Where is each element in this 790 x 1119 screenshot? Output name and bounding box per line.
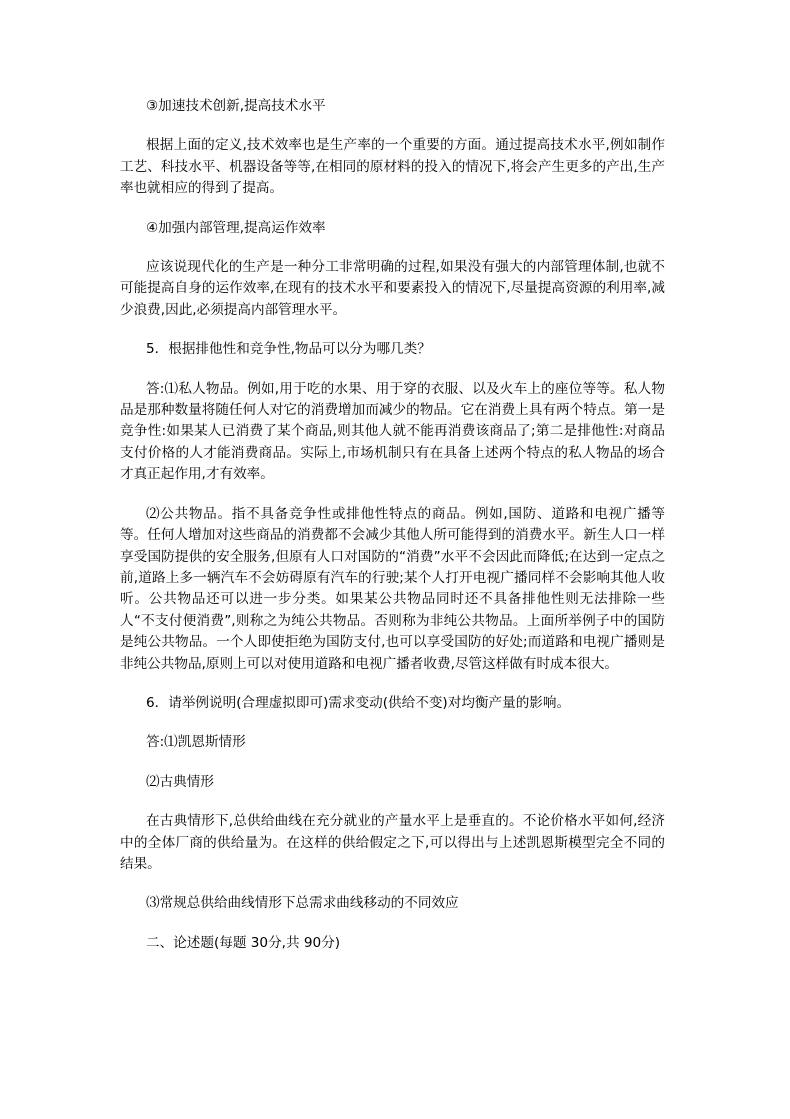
document-body xyxy=(120,96,665,954)
heading-internal-management: ④加强内部管理,提高运作效率 xyxy=(146,219,326,236)
heading-classical-case: ⑵古典情形 xyxy=(146,773,214,790)
paragraph-classical-case: 在古典情形下,总供给曲线在充分就业的产量水平上是垂直的。不论价格水平如何,经济中的全体厂商的供给量为。在这样的供给假定之下,可以得出与上述凯恩斯模型完全不同的结果。 xyxy=(120,813,665,872)
paragraph-technical-efficiency: 根据上面的定义,技术效率也是生产率的一个重要的方面。通过提高技术水平,例如制作工艺、科技水平、机器设备等等,在相同的原材料的投入的情况下,将会产生更多的产出,生产率也就相应的得到了提高。 xyxy=(120,137,665,197)
section-essay-questions: 二、论述题(每题 30分,共 90分) xyxy=(146,934,341,951)
answer-public-goods: ⑵公共物品。指不具备竞争性或排他性特点的商品。例如,国防、道路和电视广播等等。任何人增加对这些商品的消费都不会减少其他人所可能得到的消费水平。新生人口一样享受国防提供的安全服务,但原有人口对国防的“消费”水平不会因此而降低;在达到一定点之前,道路上多一辆汽车不会妨碍原有汽车的行驶;某个人打开电视广播同样不会影响其他人收听。公共物品还可以进一步分类。如果某公共物品同时还不具备排他性则无法排除一些人“不支付便消费”,则称之为纯公共物品。否则称为非纯公共物品。上面所举例子中的国防是纯公共物品。一个人即使拒绝为国防支付,也可以享受国防的好处;而道路和电视广播则是非纯公共物品,原则上可以对使用道路和电视广播者收费,尽管这样做有时成本很大。 xyxy=(120,505,665,672)
heading-accelerate-innovation: ③加速技术创新,提高技术水平 xyxy=(146,98,326,114)
heading-normal-supply-case: ⑶常规总供给曲线情形下总需求曲线移动的不同效应 xyxy=(146,895,459,912)
question-5: 5．根据排他性和竞争性,物品可以分为哪几类？ xyxy=(146,341,431,358)
answer-keynesian-case: 答:⑴凯恩斯情形 xyxy=(146,734,246,751)
question-6: 6．请举例说明(合理虚拟即可)需求变动(供给不变)对均衡产量的影响。 xyxy=(146,694,571,711)
paragraph-internal-management: 应该说现代化的生产是一种分工非常明确的过程,如果没有强大的内部管理体制,也就不可能提高自身的运作效率,在现有的技术水平和要素投入的情况下,尽量提高资源的利用率,减少浪费,因此,必须提高内部管理水平。 xyxy=(120,259,665,318)
answer-private-goods: 答:⑴私人物品。例如,用于吃的水果、用于穿的衣服、以及火车上的座位等等。私人物品是那种数量将随任何人对它的消费增加而减少的物品。它在消费上具有两个特点。第一是竞争性:如果某人已消费了某个商品,则其他人就不能再消费该商品了;第二是排他性:对商品支付价格的人才能消费商品。实际上,市场机制只有在具备上述两个特点的私人物品的场合才真正起作用,才有效率。 xyxy=(120,380,665,483)
